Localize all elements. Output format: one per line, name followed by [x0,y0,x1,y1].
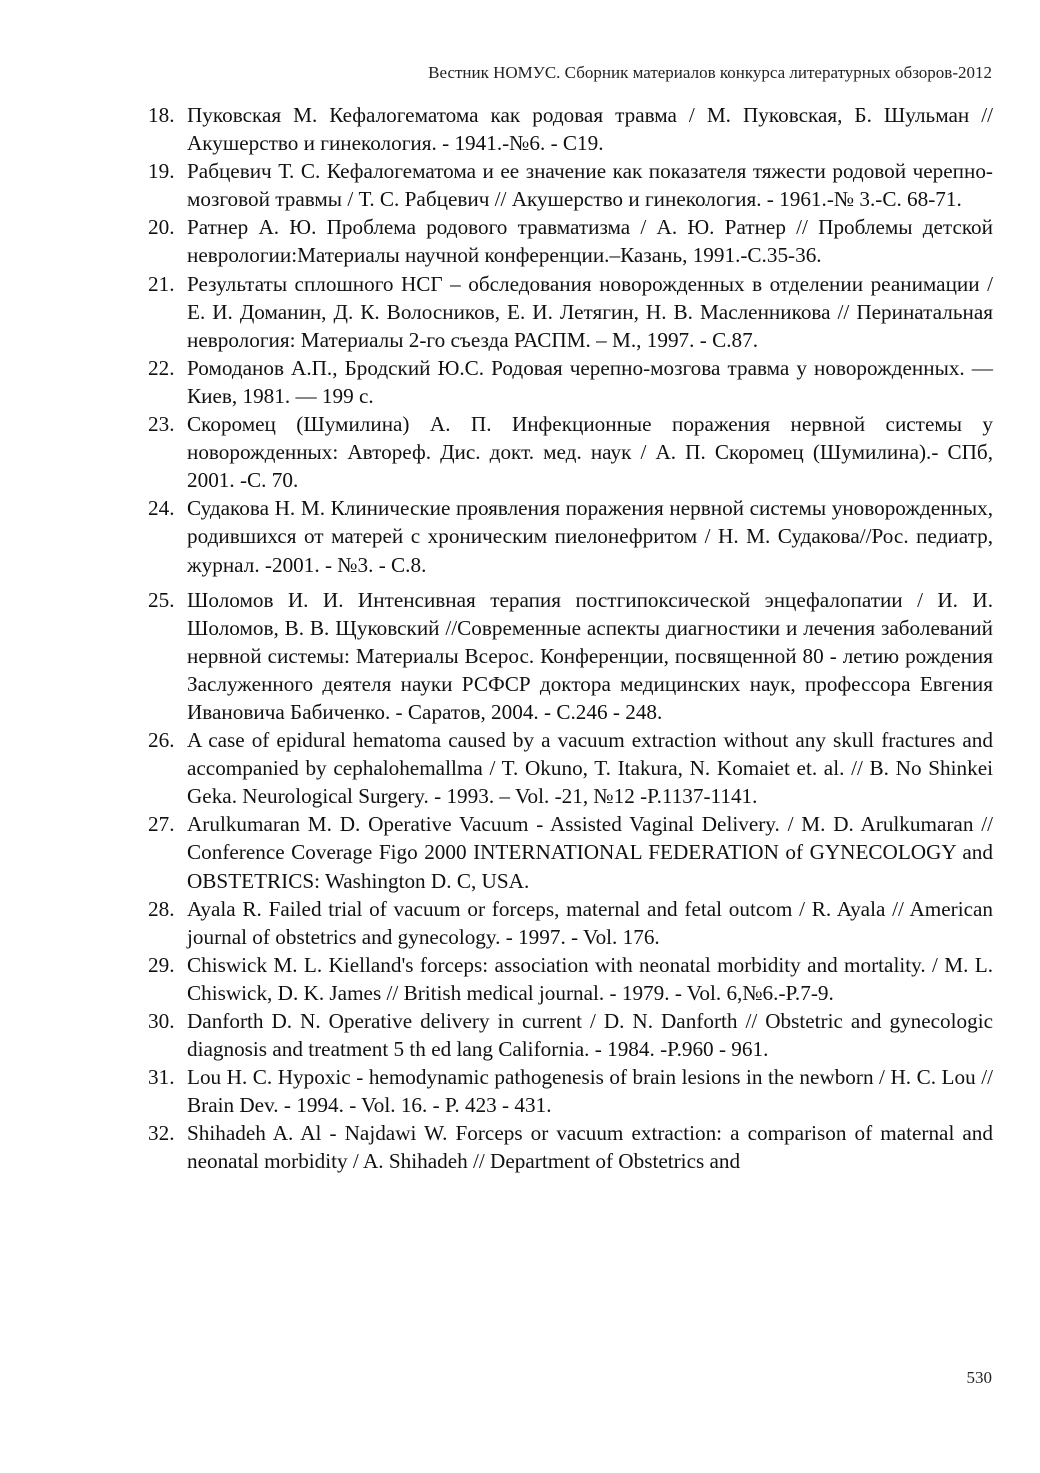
reference-text: Скоромец (Шумилина) А. П. Инфекционные поражения нервной системы у новорожденных: Автореф. Дис. докт. мед. наук / А. П. Скоромец (Шумилина).- СПб, 2001. -С. 70. [187,412,993,493]
reference-text: Судакова Н. М. Клинические проявления поражения нервной системы уноворожденных, родившихся от матерей с хроническим пиелонефритом / Н. М. Судакова//Рос. педиатр, журнал. -2001. - №3. - С.8. [187,496,993,577]
reference-number: 18. [148,103,175,127]
reference-text: Ромоданов А.П., Бродский Ю.С. Родовая черепно-мозгова травма у новорожденных. — Киев, 1981. — 199 с. [187,355,993,408]
reference-number: 28. [148,896,175,921]
running-header: Вестник НОМУС. Сборник материалов конкурса литературных обзоров-2012 [428,63,992,82]
reference-text: Результаты сплошного НСГ – обследования новорожденных в отделении реанимации / Е. И. Доманин, Д. К. Волосников, Е. И. Летягин, Н. В. Масленникова // Перинатальная неврология: Материалы 2-го съезда РАСПМ. – М., 1997. - С.87. [187,271,993,352]
reference-number: 23. [148,412,175,437]
reference-item-20 [146,213,993,269]
reference-text: Shihadeh A. Al - Najdawi W. Forceps or vacuum extraction: a comparison of maternal and neonatal morbidity / A. Shihadeh // Department of Obstetrics and [187,1121,993,1174]
reference-item-21 [146,270,993,354]
reference-number: 25. [148,587,175,612]
reference-number: 20. [148,215,175,240]
reference-number: 29. [148,952,175,977]
reference-item-18 [146,101,993,157]
reference-item-28 [146,895,993,951]
reference-number: 31. [148,1065,175,1090]
reference-number: 26. [148,728,175,753]
reference-item-23 [146,410,993,494]
reference-text: Arulkumaran M. D. Operative Vacuum - Assisted Vaginal Delivery. / M. D. Arulkumaran // Conference Coverage Figo 2000 INTERNATIONAL FEDERATION of GYNECOLOGY and OBSTETRICS: Washington D. C, USA. [187,812,993,893]
reference-item-24 [146,494,993,578]
reference-item-32 [146,1119,993,1175]
reference-text: Шоломов И. И. Интенсивная терапия постгипоксической энцефалопатии / И. И. Шоломов, В. В. Щуковский //Современные аспекты диагностики и лечения заболеваний нервной системы: Материалы Всерос. Конференции, посвященной 80 - летию рождения Заслуженного деятеля науки РСФСР доктора медицинских наук, профессора Евгения Ивановича Бабиченко. - Саратов, 2004. - С.246 - 248. [187,587,993,724]
reference-number: 24. [148,496,175,521]
reference-item-30 [146,1007,993,1063]
reference-number: 19. [148,159,175,184]
reference-number: 21. [148,271,175,296]
reference-item-29 [146,951,993,1007]
page-number: 530 [966,1368,992,1387]
reference-text: Рабцевич Т. С. Кефалогематома и ее значение как показателя тяжести родовой черепно-мозговой травмы / Т. С. Рабцевич // Акушерство и гинекология. - 1961.-№ 3.-С. 68-71. [187,159,993,212]
reference-text: Пуковская М. Кефалогематома как родовая травма / М. Пуковская, Б. Шульман // Акушерство и гинекология. - 1941.-№6. - С19. [187,103,993,156]
reference-text: Lou H. C. Hypoxic - hemodynamic pathogenesis of brain lesions in the newborn / H. C. Lou // Brain Dev. - 1994. - Vol. 16. - P. 423 - 431. [187,1065,993,1118]
reference-text: Ратнер А. Ю. Проблема родового травматизма / А. Ю. Ратнер // Проблемы детской неврологии:Материалы научной конференции.–Казань, 1991.-С.35-36. [187,215,993,268]
reference-item-25 [146,586,993,726]
reference-item-22 [146,354,993,410]
reference-number: 27. [148,812,175,837]
reference-text: Chiswick M. L. Kielland's forceps: association with neonatal morbidity and mortality. / M. L. Chiswick, D. K. James // British medical journal. - 1979. - Vol. 6,№6.-P.7-9. [187,952,993,1005]
reference-item-31 [146,1063,993,1119]
reference-item-26 [146,726,993,810]
reference-text: Ayala R. Failed trial of vacuum or forceps, maternal and fetal outcom / R. Ayala // American journal of obstetrics and gynecology. - 1997. - Vol. 176. [187,896,993,949]
reference-text: A case of epidural hematoma caused by a vacuum extraction without any skull fractures and accompanied by cephalohemallma / T. Okuno, T. Itakura, N. Komaiet et. al. // B. No Shinkei Geka. Neurological Surgery. - 1993. – Vol. -21, №12 -P.1137-1141. [187,728,993,809]
reference-item-19 [146,157,993,213]
reference-text: Danforth D. N. Operative delivery in current / D. N. Danforth // Obstetric and gynecologic diagnosis and treatment 5 th ed lang California. - 1984. -P.960 - 961. [187,1009,993,1062]
reference-item-27 [146,810,993,894]
reference-number: 32. [148,1121,175,1146]
reference-number: 22. [148,355,175,380]
reference-number: 30. [148,1009,175,1033]
reference-list [146,101,993,1176]
